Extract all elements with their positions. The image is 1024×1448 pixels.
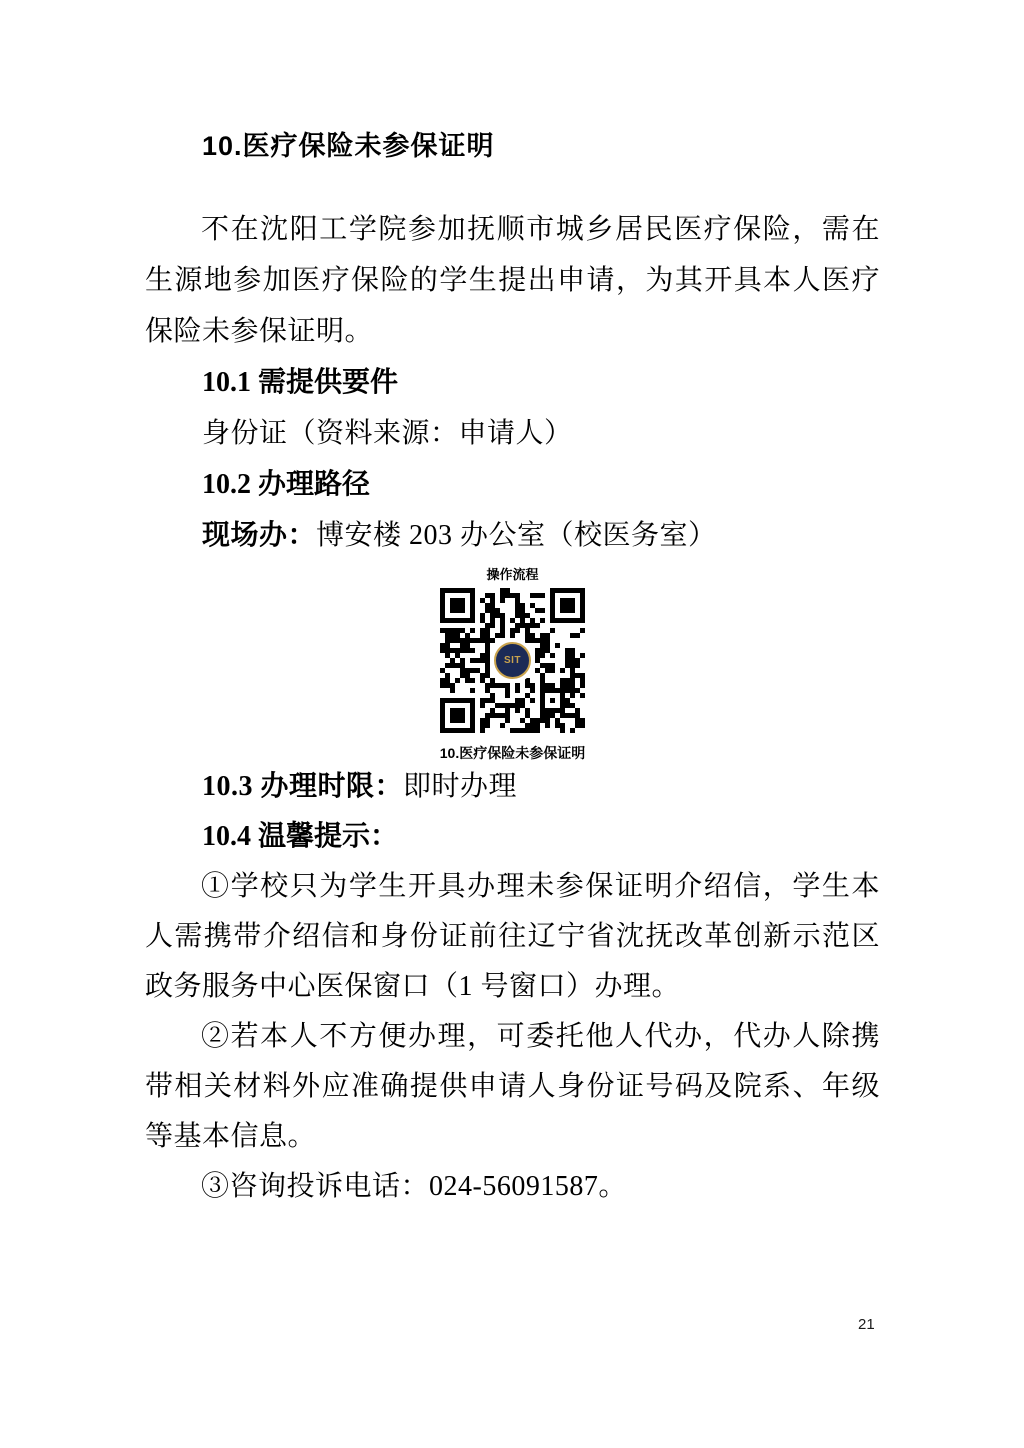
subsection-10-1-body: 身份证（资料来源：申请人） [202, 418, 573, 449]
onsite-label: 现场办： [202, 520, 317, 551]
qr-section [145, 567, 880, 762]
qr-code [440, 588, 585, 733]
tip-3: ③咨询投诉电话：024-56091587。 [201, 1171, 627, 1202]
sit-logo-icon: SIT [494, 642, 531, 679]
time-limit-value: 即时办理 [403, 771, 518, 802]
tip-2: ②若本人不方便办理，可委托他人代办，代办人除携带相关材料外应准确提供申请人身份证号码及院系、年级等基本信息。 [145, 1021, 880, 1152]
onsite-value: 博安楼 203 办公室（校医务室） [316, 520, 717, 551]
document-content [145, 126, 880, 1212]
time-limit-label: 10.3 办理时限： [202, 771, 404, 802]
page-number: 21 [858, 1316, 875, 1333]
section-heading: 10.医疗保险未参保证明 [202, 131, 495, 161]
tip-1: ①学校只为学生开具办理未参保证明介绍信，学生本人需携带介绍信和身份证前往辽宁省沈抚改革创新示范区政务服务中心医保窗口（1 号窗口）办理。 [145, 871, 880, 1002]
subsection-10-3 [145, 762, 880, 812]
subsection-10-1-title: 10.1 需提供要件 [202, 367, 399, 398]
qr-caption: 10.医疗保险未参保证明 [439, 745, 586, 761]
qr-top-label: 操作流程 [486, 567, 539, 582]
intro-paragraph: 不在沈阳工学院参加抚顺市城乡居民医疗保险，需在生源地参加医疗保险的学生提出申请，为其开具本人医疗保险未参保证明。 [145, 214, 880, 347]
subsection-10-2-body [145, 510, 880, 561]
subsection-10-4-title: 10.4 温馨提示： [202, 821, 399, 852]
qr-center-logo [491, 639, 535, 683]
subsection-10-2-title: 10.2 办理路径 [202, 469, 371, 500]
